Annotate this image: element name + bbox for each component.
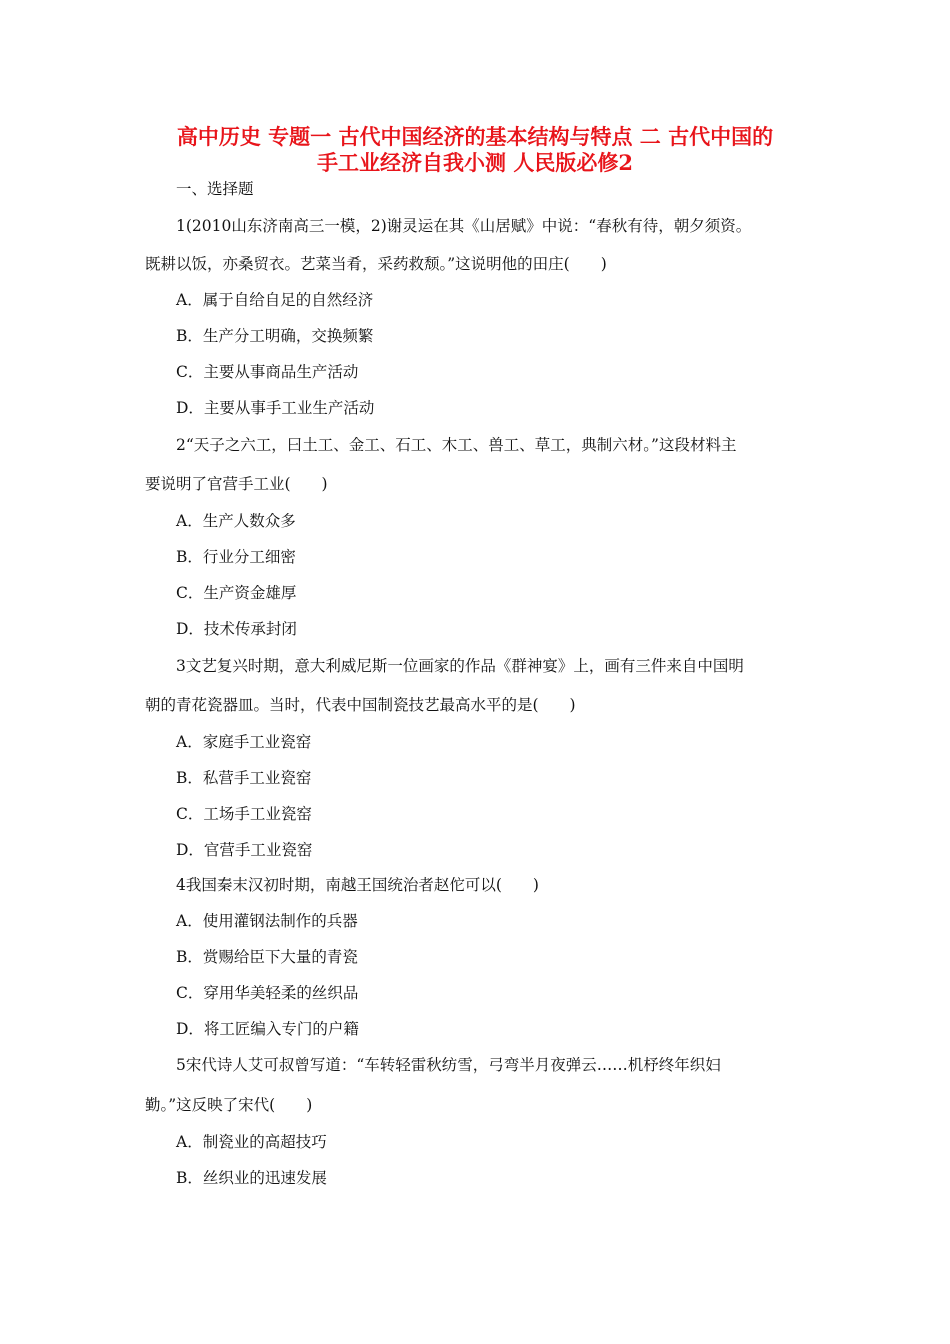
question-2-stem-line-2: 要说明了官营手工业( ) [145,475,328,493]
question-5-stem-line-2: 勤。”这反映了宋代( ) [145,1096,313,1114]
question-3-option-b: B．私营手工业瓷窑 [176,769,312,787]
question-5-option-b: B．丝织业的迅速发展 [176,1169,327,1187]
document-title-line-1: 高中历史 专题一 古代中国经济的基本结构与特点 二 古代中国的 [176,124,774,149]
question-4-option-a: A．使用灌钢法制作的兵器 [176,912,358,930]
question-2-stem-line-1: 2“天子之六工，曰土工、金工、石工、木工、兽工、草工，典制六材。”这段材料主 [176,436,737,454]
question-3-option-d: D．官营手工业瓷窑 [176,841,313,859]
question-3-stem-line-2: 朝的青花瓷器皿。当时，代表中国制瓷技艺最高水平的是( ) [145,696,576,714]
question-3-option-c: C．工场手工业瓷窑 [176,805,312,823]
question-2-option-d: D．技术传承封闭 [176,620,297,638]
document-title-line-2: 手工业经济自我小测 人民版必修2 [317,150,633,175]
question-1-stem-line-2: 既耕以饭，亦桑贸衣。艺菜当肴，采药救颓。”这说明他的田庄( ) [145,255,607,273]
question-4-option-d: D．将工匠编入专门的户籍 [176,1020,359,1038]
question-1-stem-line-1: 1(2010山东济南高三一模，2)谢灵运在其《山居赋》中说：“春秋有待，朝夕须资。 [176,217,752,235]
question-1-option-c: C．主要从事商品生产活动 [176,363,359,381]
section-heading: 一、选择题 [176,180,254,198]
question-1-option-b: B．生产分工明确，交换频繁 [176,327,374,345]
question-4-option-c: C．穿用华美轻柔的丝织品 [176,984,359,1002]
question-1-option-d: D．主要从事手工业生产活动 [176,399,375,417]
question-4-stem-line-1: 4我国秦末汉初时期，南越王国统治者赵佗可以( ) [176,876,539,894]
question-5-option-a: A．制瓷业的高超技巧 [176,1133,327,1151]
question-3-stem-line-1: 3文艺复兴时期，意大利威尼斯一位画家的作品《群神宴》上，画有三件来自中国明 [176,657,744,675]
question-1-option-a: A．属于自给自足的自然经济 [176,291,374,309]
question-3-option-a: A．家庭手工业瓷窑 [176,733,312,751]
question-2-option-c: C．生产资金雄厚 [176,584,297,602]
question-2-option-b: B．行业分工细密 [176,548,296,566]
question-4-option-b: B．赏赐给臣下大量的青瓷 [176,948,358,966]
question-5-stem-line-1: 5宋代诗人艾可叔曾写道：“车转轻雷秋纺雪，弓弯半月夜弹云……机杼终年织妇 [176,1056,721,1074]
question-2-option-a: A．生产人数众多 [176,512,296,530]
